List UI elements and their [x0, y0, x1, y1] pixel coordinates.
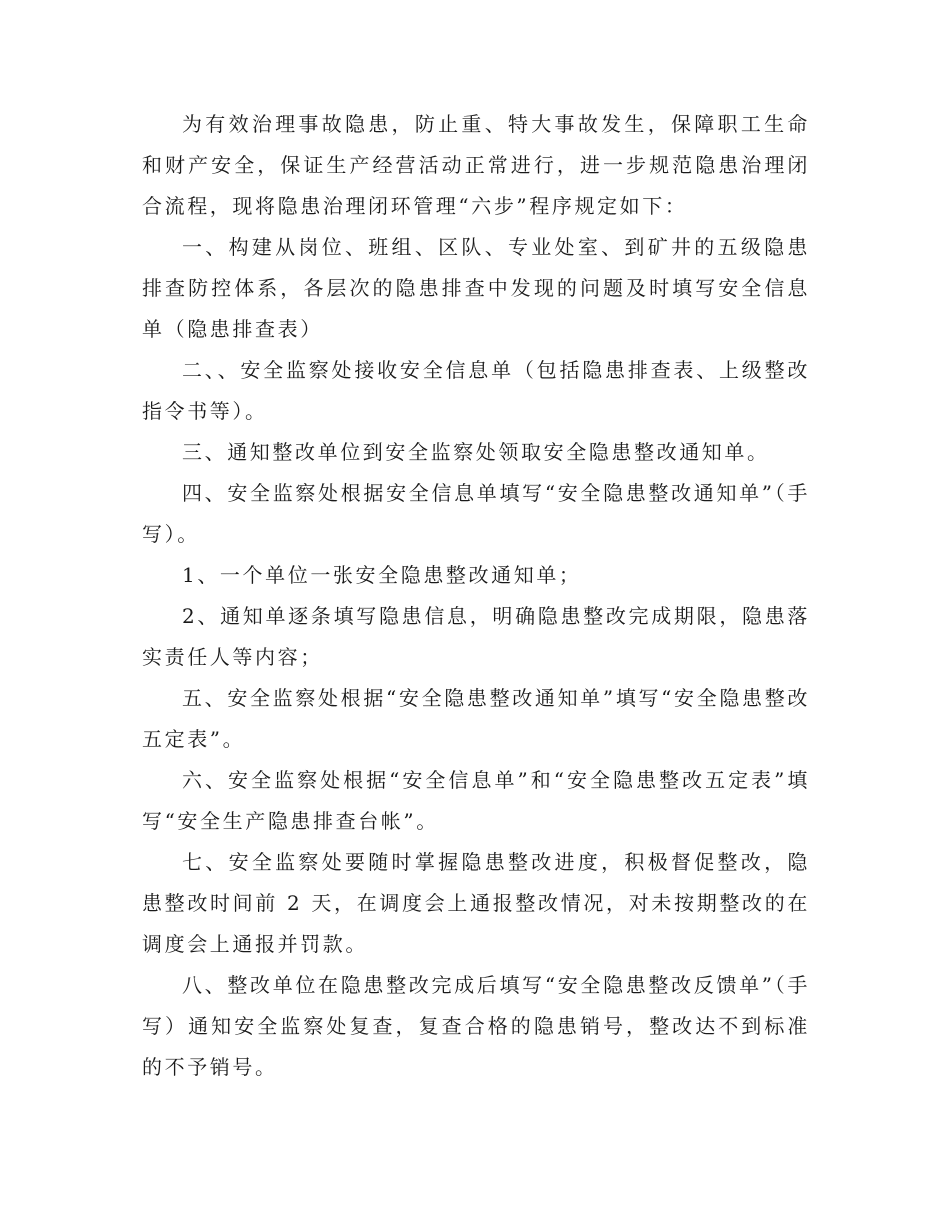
paragraph-step-1: 一、构建从岗位、班组、区队、专业处室、到矿井的五级隐患排查防控体系，各层次的隐患排查中发现的问题及时填写安全信息单（隐患排查表） — [142, 235, 810, 341]
paragraph-intro: 为有效治理事故隐患，防止重、特大事故发生，保障职工生命和财产安全，保证生产经营活动正常进行，进一步规范隐患治理闭合流程，现将隐患治理闭环管理“六步”程序规定如下： — [142, 112, 810, 218]
paragraph-step-4: 四、安全监察处根据安全信息单填写“安全隐患整改通知单”（手写）。 — [142, 481, 810, 546]
paragraph-step-2: 二、、安全监察处接收安全信息单（包括隐患排查表、上级整改指令书等）。 — [142, 358, 810, 423]
paragraph-step-3: 三、通知整改单位到安全监察处领取安全隐患整改通知单。 — [182, 440, 770, 464]
document-body — [142, 104, 810, 1088]
paragraph-step-4-item-2: 2、通知单逐条填写隐患信息，明确隐患整改完成期限，隐患落实责任人等内容； — [142, 604, 810, 669]
paragraph-step-4-item-1: 1、一个单位一张安全隐患整改通知单； — [182, 563, 582, 587]
paragraph-step-7: 七、安全监察处要随时掌握隐患整改进度，积极督促整改，隐患整改时间前 2 天，在调度会上通报整改情况，对未按期整改的在调度会上通报并罚款。 — [142, 850, 810, 956]
paragraph-step-8: 八、整改单位在隐患整改完成后填写“安全隐患整改反馈单”（手写）通知安全监察处复查，复查合格的隐患销号，整改达不到标准的不予销号。 — [142, 973, 810, 1079]
paragraph-step-5: 五、安全监察处根据“安全隐患整改通知单”填写“安全隐患整改五定表”。 — [142, 686, 810, 751]
paragraph-step-6: 六、安全监察处根据“安全信息单”和“安全隐患整改五定表”填写“安全生产隐患排查台帐”。 — [142, 768, 810, 833]
